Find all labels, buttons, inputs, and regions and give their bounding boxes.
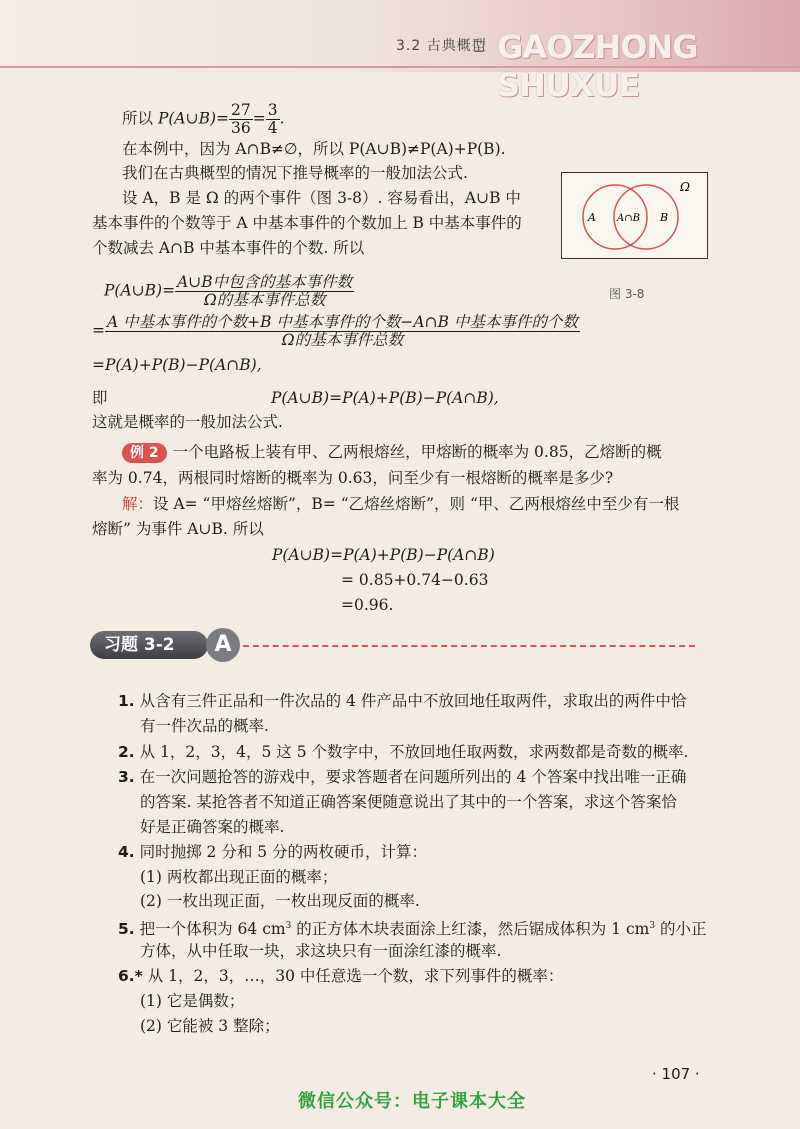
solution-label: 解： — [122, 495, 154, 513]
solution-line-1: 解：设 A= “甲熔丝熔断”，B= “乙熔丝熔断”，则 “甲、乙两根熔丝中至少有一根 — [122, 495, 680, 513]
formula-line-3: =P(A)+P(B)−P(A∩B), — [92, 356, 262, 374]
question-6: 6.* 从 1，2，3，…，30 中任意选一个数，求下列事件的概率： — [118, 967, 564, 985]
question-6-part-1: (1) 它是偶数； — [140, 992, 245, 1010]
solution-eq-2: = 0.85+0.74−0.63 — [341, 571, 489, 589]
exercise-title: 习题 3-2 — [90, 631, 208, 659]
question-4: 4. 同时抛掷 2 分和 5 分的两枚硬币，计算： — [118, 843, 428, 861]
header-watermark: GAOZHONG SHUXUE — [497, 28, 698, 104]
question-5-cont: 方体，从中任取一块，求这块只有一面涂红漆的概率. — [140, 942, 502, 960]
fraction-union-count: $\frac{\text{A∪B中包含的基本事件数}}{\text{Ω的基本事件总数}}$ — [177, 273, 353, 309]
example-badge: 例 2 — [122, 443, 167, 463]
formula-line-2: = $\frac{\text{A 中基本事件的个数+B 中基本事件的个数−A∩B 中基本事件的个数}}{\text{Ω的基本事件总数}}$ — [92, 313, 578, 349]
example-2-line-2: 率为 0.74，两根同时熔断的概率为 0.63，问至少有一根熔断的概率是多少? — [92, 469, 614, 487]
formula-line-1: P(A∪B)= $\frac{\text{A∪B中包含的基本事件数}}{\text{Ω的基本事件总数}}$ — [104, 273, 353, 309]
question-4-part-1: (1) 两枚都出现正面的概率； — [140, 868, 338, 886]
omega-label: Ω — [680, 180, 690, 194]
fraction-27-36: $\frac{27}{36}$ — [231, 101, 251, 137]
question-1-cont: 有一件次品的概率. — [140, 717, 269, 735]
page-number: · 107 · — [652, 1065, 700, 1083]
formula-line-4-label: 即 — [92, 389, 108, 407]
venn-diagram — [561, 172, 708, 259]
question-5: 5. 把一个体积为 64 $cm^3$ 的正方体木块表面涂上红漆，然后锯成体积为 1 $cm^3$ 的小正 — [118, 920, 707, 939]
footer-watermark: 微信公众号：电子课本大全 — [298, 1091, 526, 1112]
solution-line-2: 熔断” 为事件 A∪B. 所以 — [92, 520, 264, 538]
solution-eq-1: P(A∪B)=P(A)+P(B)−P(A∩B) — [272, 546, 495, 564]
label-a-and-b: A∩B — [617, 213, 640, 224]
line-count: 基本事件的个数等于 A 中基本事件的个数加上 B 中基本事件的 — [92, 214, 522, 232]
line-derive: 我们在古典概型的情况下推导概率的一般加法公式. — [122, 164, 468, 182]
line-general-rule: 这就是概率的一般加法公式. — [92, 413, 283, 431]
question-3-cont-1: 的答案. 某抢答者不知道正确答案便随意说出了其中的一个答案，求这个答案恰 — [140, 793, 677, 811]
exercise-dashed-rule — [243, 645, 695, 647]
question-6-part-2: (2) 它能被 3 整除； — [140, 1017, 280, 1035]
label-b: B — [660, 211, 669, 224]
example-2-line-1: 例 2 一个电路板上装有甲、乙两根熔丝，甲熔断的概率为 0.85，乙熔断的概 — [122, 442, 662, 463]
question-3-cont-2: 好是正确答案的概率. — [140, 818, 285, 836]
question-4-part-2: (2) 一枚出现正面，一枚出现反面的概率. — [140, 892, 420, 910]
question-3: 3. 在一次问题抢答的游戏中，要求答题者在问题所列出的 4 个答案中找出唯一正确 — [118, 768, 687, 786]
line-in-this-example: 在本例中，因为 A∩B≠∅，所以 P(A∪B)≠P(A)+P(B). — [122, 140, 506, 158]
solution-eq-3: =0.96. — [341, 596, 394, 614]
figure-caption: 图 3-8 — [609, 287, 645, 301]
line-events: 设 A，B 是 Ω 的两个事件（图 3-8）. 容易看出，A∪B 中 — [122, 189, 521, 207]
question-1: 1. 从含有三件正品和一件次品的 4 件产品中不放回地任取两件，求取出的两件中恰 — [118, 692, 687, 710]
venn-svg — [562, 173, 707, 258]
line-subtract: 个数减去 A∩B 中基本事件的个数. 所以 — [92, 239, 365, 257]
question-2: 2. 从 1，2，3，4，5 这 5 个数字中，不放回地任取两数，求两数都是奇数的概率. — [118, 743, 689, 761]
line-conclusion: 所以 P(A∪B)= $\frac{27}{36}$ = $\frac{3}{4}$ . — [122, 101, 285, 137]
section-square-icon — [474, 41, 484, 52]
fraction-count-expansion: $\frac{\text{A 中基本事件的个数+B 中基本事件的个数−A∩B 中基本事件的个数}}{\text{Ω的基本事件总数}}$ — [107, 313, 578, 349]
section-label: 3.2 古典概型 — [396, 38, 487, 54]
fraction-3-4: $\frac{3}{4}$ — [267, 101, 278, 137]
label-a: A — [588, 211, 596, 224]
exercise-level-badge: A — [206, 628, 240, 662]
formula-line-4: P(A∪B)=P(A)+P(B)−P(A∩B), — [271, 389, 499, 407]
